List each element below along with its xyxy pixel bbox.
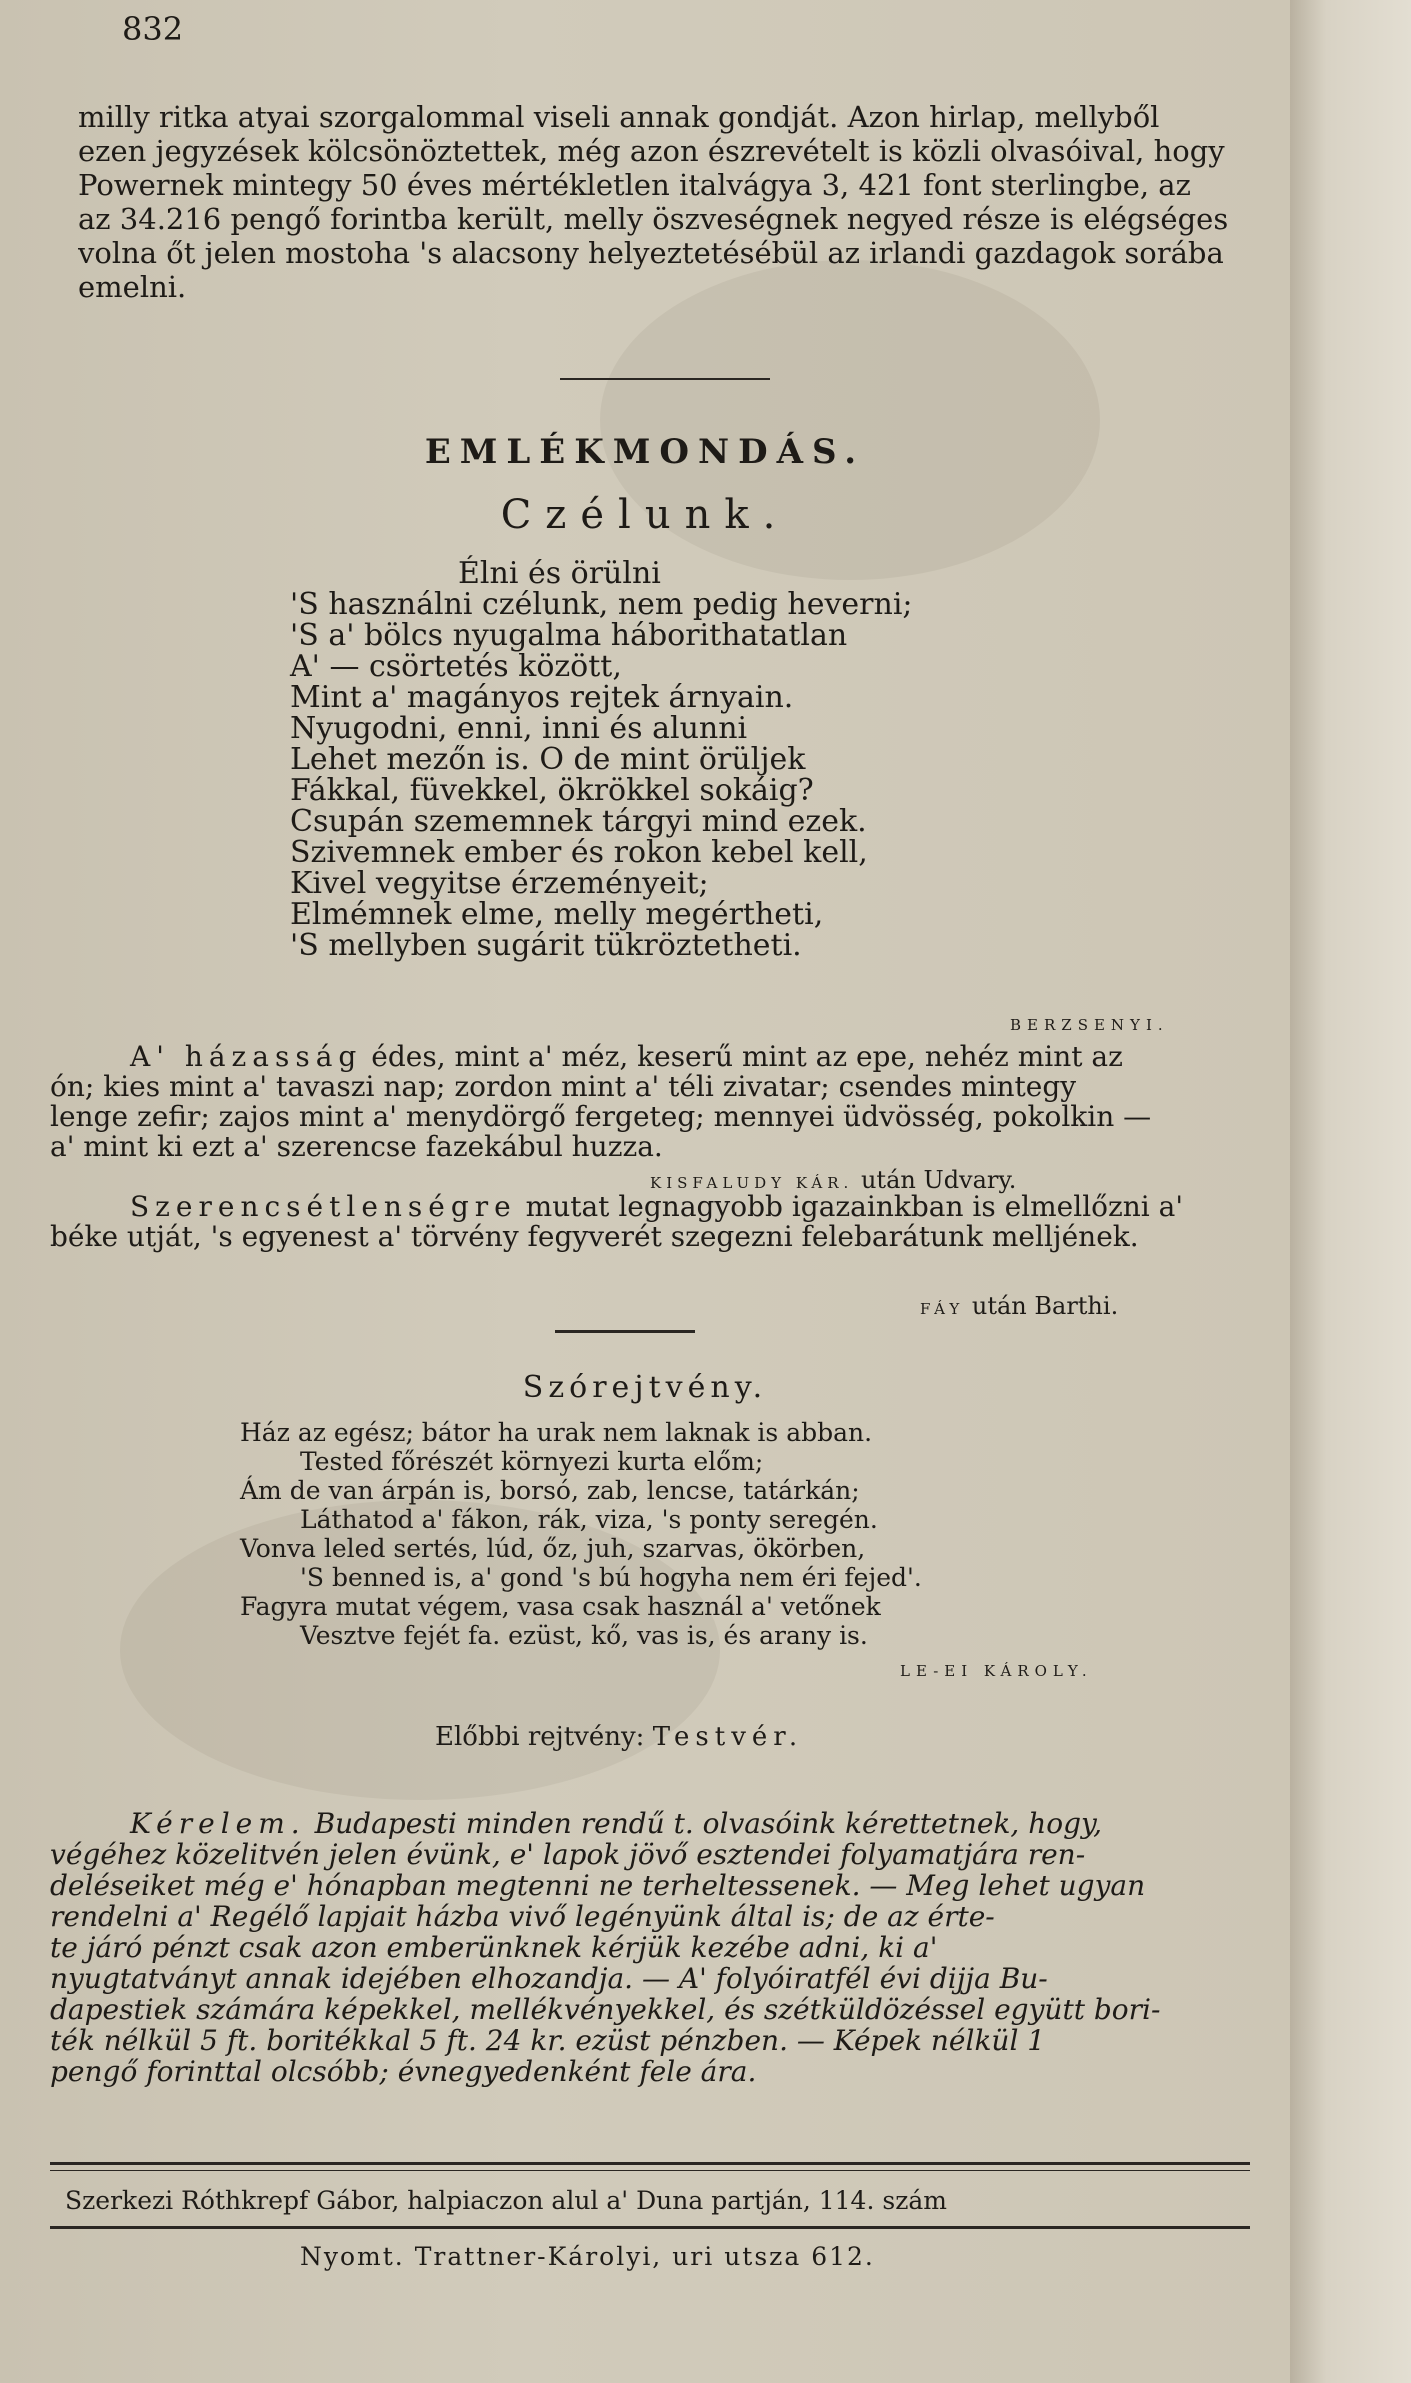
line-text: édes, mint a' méz, keserű mint az epe, nehéz mint az: [362, 1040, 1123, 1073]
riddle: [240, 1418, 922, 1650]
poem-line: Mint a' magányos rejtek árnyain.: [290, 680, 794, 715]
attribution-author: FÁY: [920, 1300, 965, 1318]
poem-line: 'S használni czélunk, nem pedig heverni;: [290, 587, 913, 622]
text-line: milly ritka atyai szorgalommal viseli annak gondját. Azon hirlap, mellyből: [78, 100, 1160, 134]
riddle-line: Ház az egész; bátor ha urak nem laknak is abban.: [240, 1418, 873, 1447]
marriage-paragraph: [50, 1042, 1151, 1162]
poem-line: A' — csörtetés között,: [290, 649, 622, 684]
misfortune-attribution: [920, 1292, 1118, 1320]
text-line: lenge zefir; zajos mint a' menydörgő fergeteg; mennyei üdvösség, pokolkin —: [50, 1100, 1152, 1133]
previous-riddle-label: Előbbi rejtvény:: [435, 1722, 645, 1752]
line-text: mutat legnagyobb igazainkban is elmellőzni a': [516, 1190, 1184, 1223]
poem-line: Elmémnek elme, melly megértheti,: [290, 897, 824, 932]
lead-word: Szerencsétlenségre: [130, 1190, 517, 1223]
line-text: Budapesti minden rendű t. olvasóink kérettetnek, hogy,: [305, 1807, 1103, 1840]
text-line: pengő forinttal olcsóbb; évnegyedenként fele ára.: [50, 2055, 757, 2088]
text-line: deléseiket még e' hónapban megtenni ne terheltessenek. — Meg lehet ugyan: [50, 1869, 1146, 1902]
divider: [560, 378, 770, 380]
lead-word: A' házasság: [130, 1040, 363, 1073]
riddle-title: Szórejtvény.: [522, 1370, 768, 1405]
riddle-line: Fagyra mutat végem, vasa csak használ a' vetőnek: [240, 1592, 881, 1621]
text-line: emelni.: [78, 270, 187, 304]
page-number: 832: [122, 10, 184, 48]
text-line: béke utját, 's egyenest a' törvény fegyverét szegezni felebarátunk melljének.: [50, 1220, 1139, 1253]
text-line: [50, 1808, 1160, 1839]
poem-line: Szivemnek ember és rokon kebel kell,: [290, 835, 868, 870]
riddle-line: Vonva leled sertés, lúd, őz, juh, szarvas, ökörben,: [240, 1534, 866, 1563]
attribution-source: után Udvary.: [860, 1166, 1017, 1194]
text-line: ón; kies mint a' tavaszi nap; zordon mint a' téli zivatar; csendes mintegy: [50, 1070, 1077, 1103]
poem-title: Czélunk.: [500, 492, 790, 538]
attribution-author: KISFALUDY KÁR.: [650, 1174, 854, 1192]
text-line: ték nélkül 5 ft. boritékkal 5 ft. 24 kr. ezüst pénzben. — Képek nélkül 1: [50, 2024, 1046, 2057]
previous-riddle-answer: Testvér.: [652, 1722, 804, 1752]
editor-line: Szerkezi Róthkrepf Gábor, halpiaczon alul a' Duna partján, 114. szám: [65, 2186, 947, 2215]
poem-line: Csupán szememnek tárgyi mind ezek.: [290, 804, 867, 839]
text-line: te járó pénzt csak azon emberünknek kérjük kezébe adni, ki a': [50, 1931, 938, 1964]
text-line: dapestiek számára képekkel, mellékvényekkel, és szétküldözéssel együtt bori-: [50, 1993, 1161, 2026]
text-line: ezen jegyzések kölcsönöztettek, még azon észrevételt is közli olvasóival, hogy: [78, 134, 1225, 168]
text-line: az 34.216 pengő forintba került, melly öszveségnek negyed része is elégséges: [78, 202, 1229, 236]
footer-rule-top: [50, 2162, 1250, 2165]
text-line: rendelni a' Regélő lapjait házba vivő legényünk által is; de az érte-: [50, 1900, 995, 1933]
text-line: [50, 1192, 1183, 1222]
poem-author: BERZSENYI.: [1010, 1016, 1169, 1034]
previous-riddle: [435, 1722, 803, 1752]
poem-line: 'S a' bölcs nyugalma háborithatatlan: [290, 618, 848, 653]
attribution-source: után Barthi.: [971, 1292, 1119, 1320]
riddle-author: LE-EI KÁROLY.: [900, 1662, 1093, 1680]
riddle-line: Láthatod a' fákon, rák, viza, 's ponty seregén.: [300, 1505, 878, 1534]
poem-line: Fákkal, füvekkel, ökrökkel sokáig?: [290, 773, 814, 808]
footer-rule-top-thin: [50, 2170, 1250, 2171]
page-edge: [1290, 0, 1411, 2383]
text-line: Powernek mintegy 50 éves mértékletlen italvágya 3, 421 font sterlingbe, az: [78, 168, 1191, 202]
poem-line: Élni és örülni: [458, 556, 661, 591]
riddle-line: 'S benned is, a' gond 's bú hogyha nem éri fejed'.: [300, 1563, 922, 1592]
section-title: EMLÉKMONDÁS.: [424, 432, 866, 472]
riddle-line: Tested főrészét környezi kurta előm;: [300, 1447, 764, 1476]
text-line: volna őt jelen mostoha 's alacsony helyeztetésébül az irlandi gazdagok sorába: [78, 236, 1224, 270]
misfortune-paragraph: [50, 1192, 1183, 1252]
poem-line: Lehet mezőn is. O de mint örüljek: [290, 742, 806, 777]
poem-line: Kivel vegyitse érzeményeit;: [290, 866, 709, 901]
text-line: végéhez közelitvén jelen évünk, e' lapok jövő esztendei folyamatjára ren-: [50, 1838, 1086, 1871]
poem: [290, 558, 913, 961]
text-line: [50, 1042, 1151, 1072]
notice-paragraph: [50, 1808, 1160, 2087]
intro-paragraph: [78, 100, 1288, 304]
divider: [555, 1330, 695, 1333]
text-line: a' mint ki ezt a' szerencse fazekábul huzza.: [50, 1130, 663, 1163]
text-line: nyugtatványt annak idejében elhozandja. — A' folyóiratfél évi dijja Bu-: [50, 1962, 1048, 1995]
lead-word: Kérelem.: [130, 1807, 306, 1840]
printer-line: Nyomt. Trattner-Károlyi, uri utsza 612.: [300, 2242, 875, 2271]
riddle-line: Vesztve fejét fa. ezüst, kő, vas is, és arany is.: [300, 1621, 868, 1650]
poem-line: Nyugodni, enni, inni és alunni: [290, 711, 748, 746]
riddle-line: Ám de van árpán is, borsó, zab, lencse, tatárkán;: [240, 1476, 860, 1505]
footer-rule-bottom: [50, 2226, 1250, 2229]
poem-line: 'S mellyben sugárit tükröztetheti.: [290, 928, 802, 963]
